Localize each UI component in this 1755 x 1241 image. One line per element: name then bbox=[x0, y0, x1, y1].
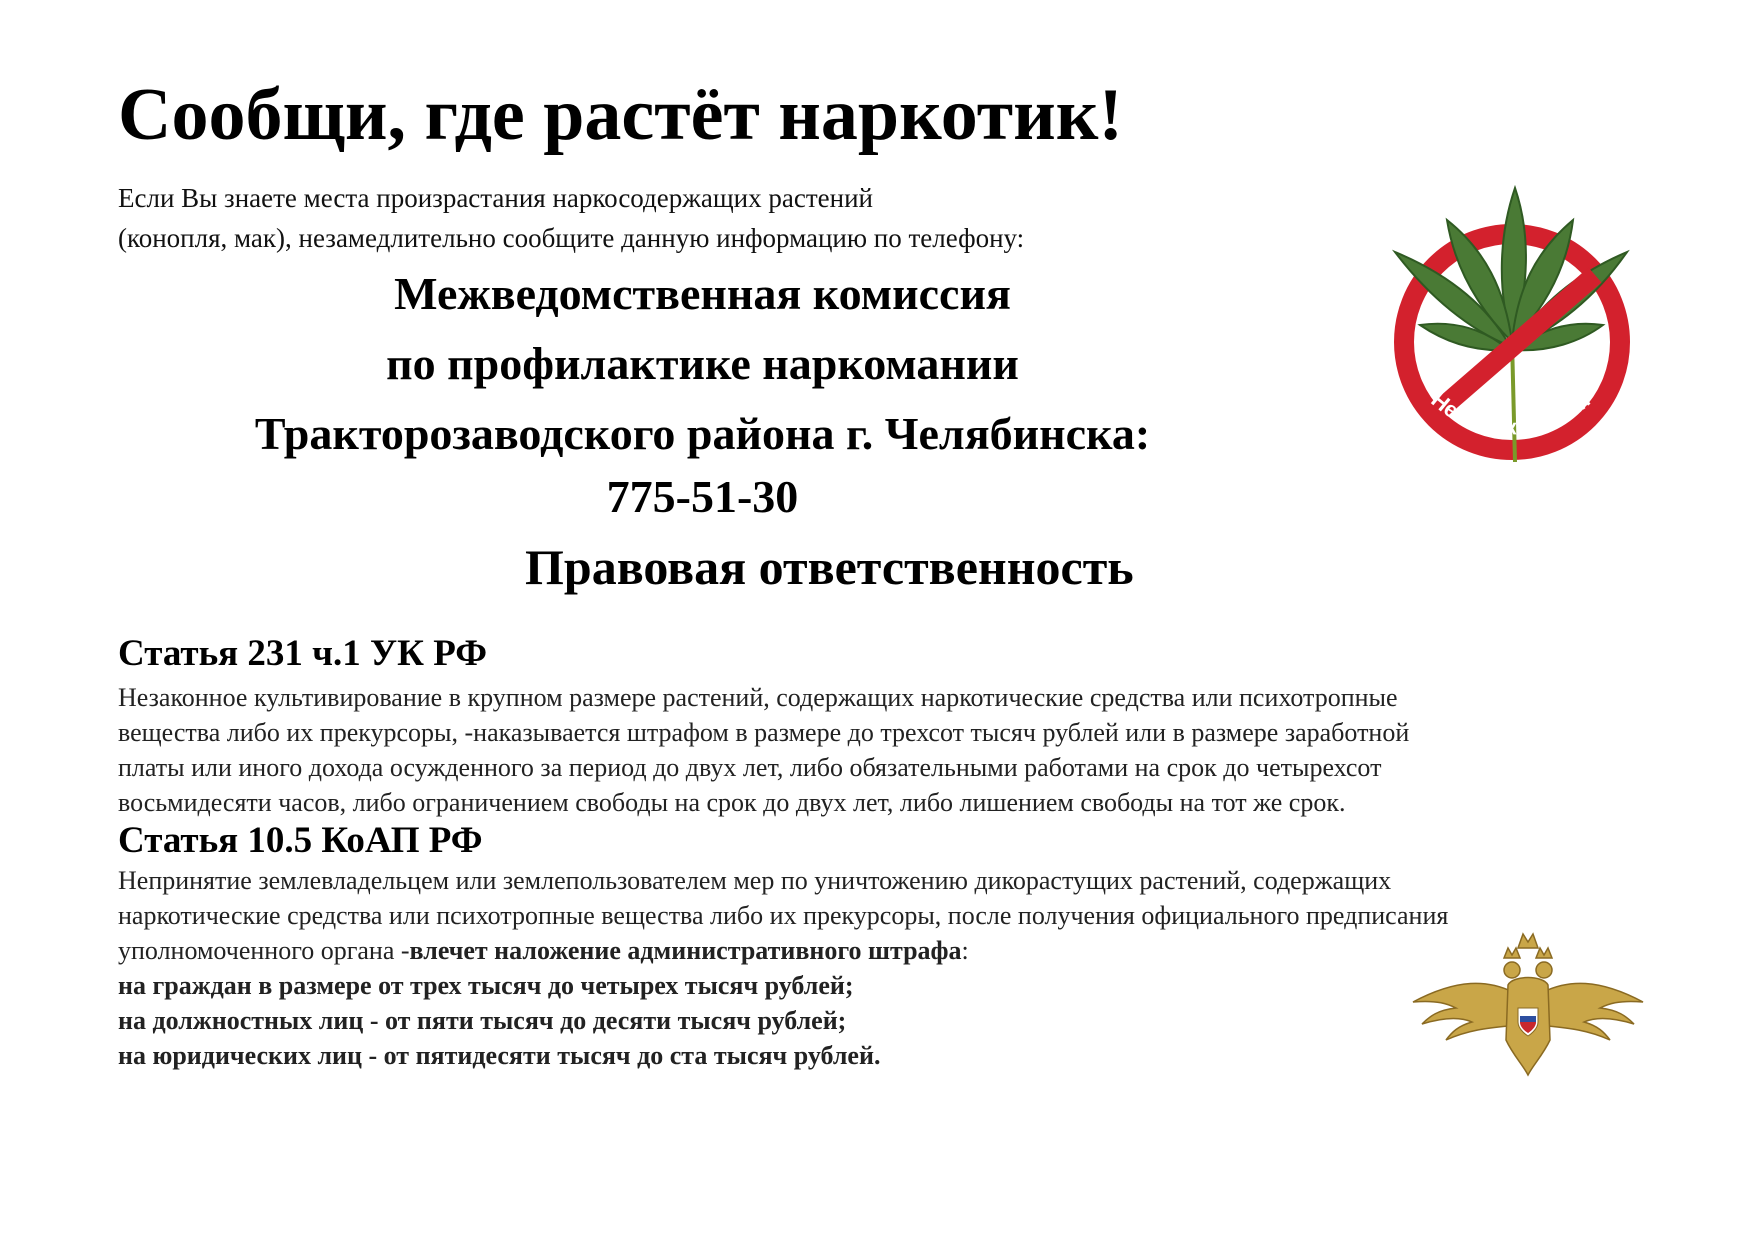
no-drugs-logo-graphic bbox=[1375, 180, 1650, 475]
intro-text-line-2: (конопля, мак), незамедлительно сообщите данную информацию по телефону: bbox=[118, 223, 1025, 253]
phone-number: 775-51-30 bbox=[606, 471, 799, 522]
fine-statement: влечет наложение административного штрафа bbox=[409, 936, 962, 965]
cannabis-leaf-icon bbox=[1395, 188, 1627, 350]
penalty-legal-entities: на юридических лиц - от пятидесяти тысяч до ста тысяч рублей. bbox=[118, 1041, 881, 1070]
no-drugs-slogan: Нет наркотикам! bbox=[1426, 386, 1596, 440]
article-231-line-3: платы или иного дохода осужденного за период до двух лет, либо обязательными работами на срок до четырехсот bbox=[118, 753, 1382, 782]
commission-name-line-1: Межведомственная комиссия bbox=[394, 268, 1011, 319]
no-drugs-icon bbox=[1375, 180, 1650, 475]
eagle-emblem-graphic bbox=[1408, 930, 1648, 1080]
intro-text-line-1: Если Вы знаете места произрастания наркосодержащих растений bbox=[118, 183, 873, 213]
article-231-title: Статья 231 ч.1 УК РФ bbox=[118, 633, 488, 674]
page-title: Сообщи, где растёт наркотик! bbox=[118, 74, 1124, 156]
eagle-emblem-icon bbox=[1408, 930, 1648, 1080]
article-10-5-line-1: Непринятие землевладельцем или землепользователем мер по уничтожению дикорастущих растений, содержащих bbox=[118, 866, 1392, 895]
article-10-5-line-2: наркотические средства или психотропные вещества либо их прекурсоры, после получения официального предписания bbox=[118, 901, 1449, 930]
commission-name-line-3: Тракторозаводского района г. Челябинска: bbox=[254, 408, 1151, 459]
article-231-line-2: вещества либо их прекурсоры, -наказывается штрафом в размере до трехсот тысяч рублей или в размере заработной bbox=[118, 718, 1410, 747]
article-231-line-4: восьмидесяти часов, либо ограничением свободы на срок до двух лет, либо лишением свободы на тот же срок. bbox=[118, 788, 1346, 817]
article-231-text bbox=[118, 680, 1638, 820]
article-10-5-title: Статья 10.5 КоАП РФ bbox=[118, 820, 483, 861]
article-10-5-line-3-end: : bbox=[961, 936, 969, 965]
article-10-5-line-3-start: уполномоченного органа - bbox=[118, 936, 410, 965]
penalty-citizens: на граждан в размере от трех тысяч до четырех тысяч рублей; bbox=[118, 971, 854, 1000]
legal-responsibility-heading: Правовая ответственность bbox=[525, 539, 1134, 595]
penalty-officials: на должностных лиц - от пяти тысяч до десяти тысяч рублей; bbox=[118, 1006, 847, 1035]
commission-name-line-2: по профилактике наркомании bbox=[386, 338, 1019, 389]
article-231-line-1: Незаконное культивирование в крупном размере растений, содержащих наркотические средства или психотропные bbox=[118, 683, 1398, 712]
